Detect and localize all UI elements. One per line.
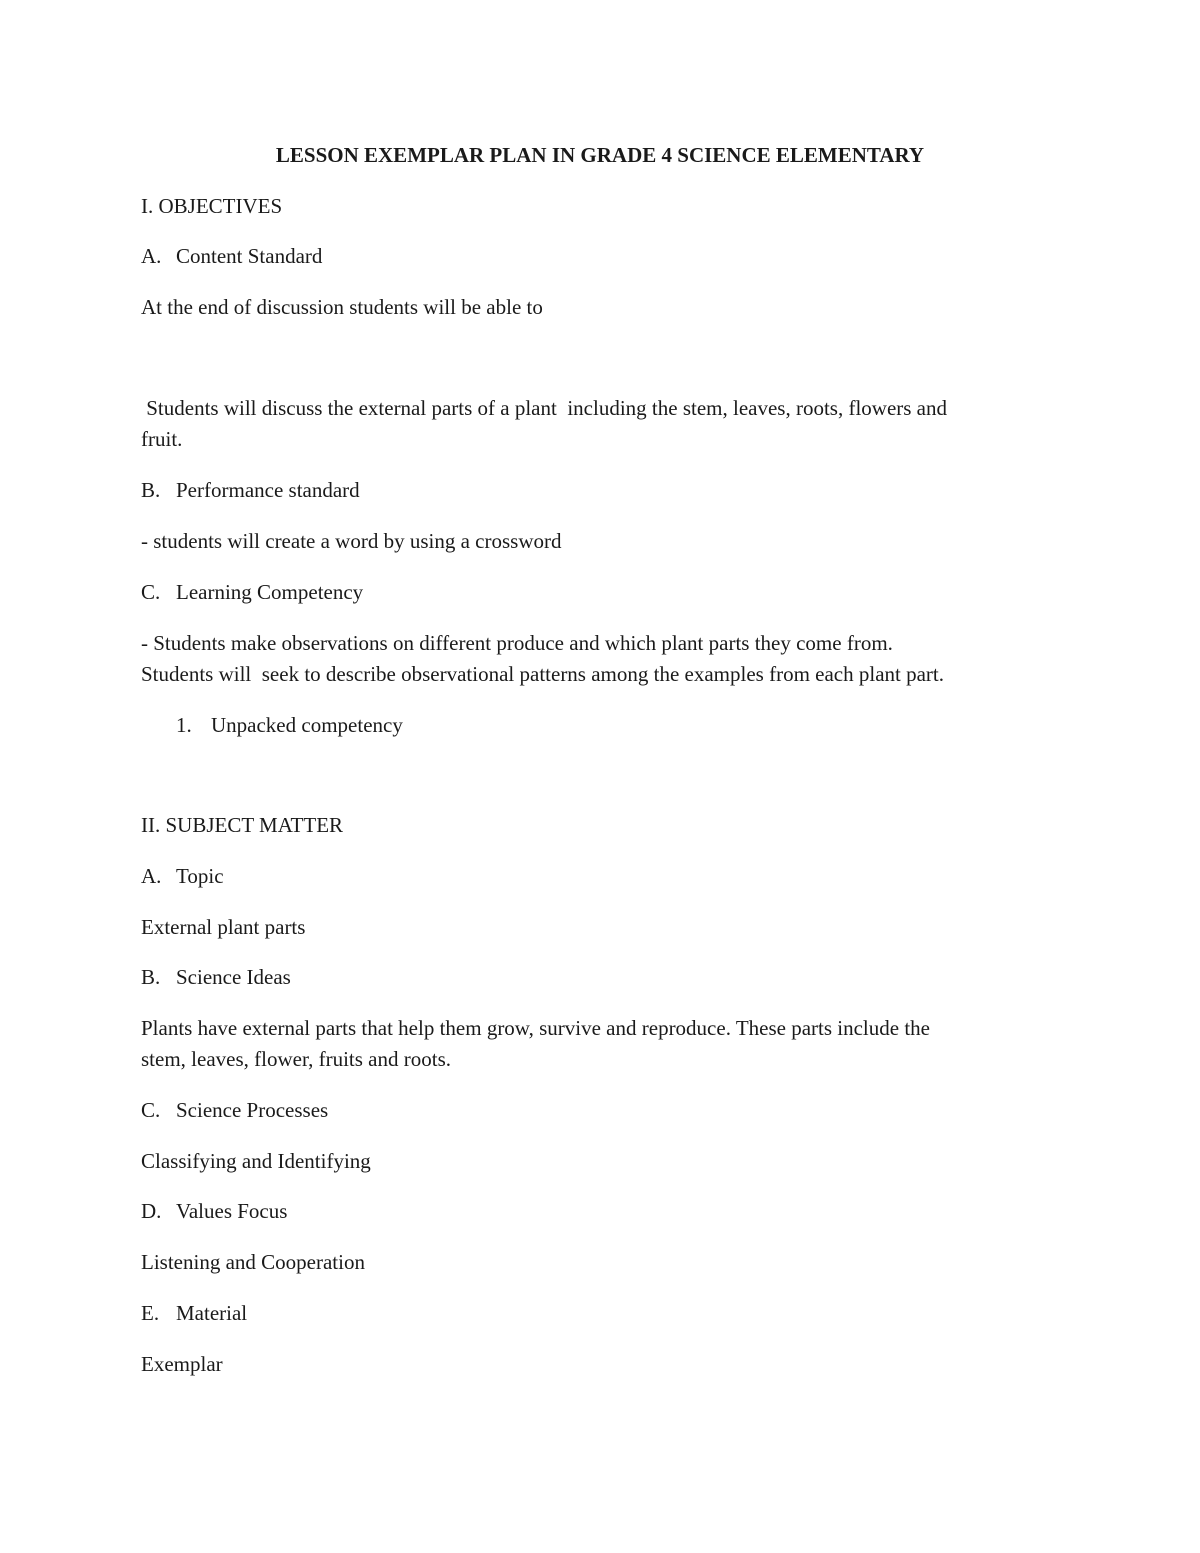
list-label: C. — [141, 580, 161, 604]
science-ideas-body-line: stem, leaves, flower, fruits and roots. — [141, 1047, 451, 1071]
values-focus-heading — [141, 1196, 287, 1227]
list-heading-text: Topic — [176, 864, 224, 888]
list-label: A. — [141, 244, 162, 268]
material-body: Exemplar — [141, 1352, 223, 1376]
unpacked-competency-item — [176, 710, 403, 741]
topic-body: External plant parts — [141, 915, 306, 939]
content-standard-heading — [141, 241, 322, 272]
list-item-text: Unpacked competency — [211, 713, 403, 737]
list-heading-text: Content Standard — [176, 244, 323, 268]
content-standard-body-line: Students will discuss the external parts of a plant including the stem, leaves, roots, flowers and — [141, 396, 947, 420]
learning-competency-heading — [141, 577, 363, 608]
list-label: B. — [141, 965, 161, 989]
values-focus-body: Listening and Cooperation — [141, 1250, 365, 1274]
document-title: LESSON EXEMPLAR PLAN IN GRADE 4 SCIENCE ELEMENTARY — [275, 143, 925, 167]
material-heading — [141, 1298, 247, 1329]
section-objectives-heading: I. OBJECTIVES — [141, 194, 283, 218]
content-standard-intro: At the end of discussion students will be able to — [141, 295, 543, 319]
section-subject-matter-heading: II. SUBJECT MATTER — [141, 813, 344, 837]
list-number: 1. — [176, 713, 192, 737]
list-heading-text: Learning Competency — [176, 580, 364, 604]
list-label: E. — [141, 1301, 160, 1325]
science-processes-heading — [141, 1095, 328, 1126]
list-label: D. — [141, 1199, 162, 1223]
learning-competency-body-line: - Students make observations on different produce and which plant parts they come from. — [141, 631, 893, 655]
science-ideas-heading — [141, 962, 291, 993]
list-label: C. — [141, 1098, 161, 1122]
list-label: A. — [141, 864, 162, 888]
content-standard-body-line: fruit. — [141, 427, 183, 451]
science-processes-body: Classifying and Identifying — [141, 1149, 371, 1173]
list-heading-text: Material — [176, 1301, 248, 1325]
performance-standard-body: - students will create a word by using a crossword — [141, 529, 562, 553]
list-heading-text: Science Processes — [176, 1098, 329, 1122]
list-heading-text: Science Ideas — [176, 965, 291, 989]
list-heading-text: Values Focus — [176, 1199, 288, 1223]
topic-heading — [141, 861, 224, 892]
performance-standard-heading — [141, 475, 360, 506]
science-ideas-body-line: Plants have external parts that help them grow, survive and reproduce. These parts include the — [141, 1016, 930, 1040]
list-label: B. — [141, 478, 161, 502]
list-heading-text: Performance standard — [176, 478, 360, 502]
learning-competency-body-line: Students will seek to describe observational patterns among the examples from each plant part. — [141, 662, 945, 686]
